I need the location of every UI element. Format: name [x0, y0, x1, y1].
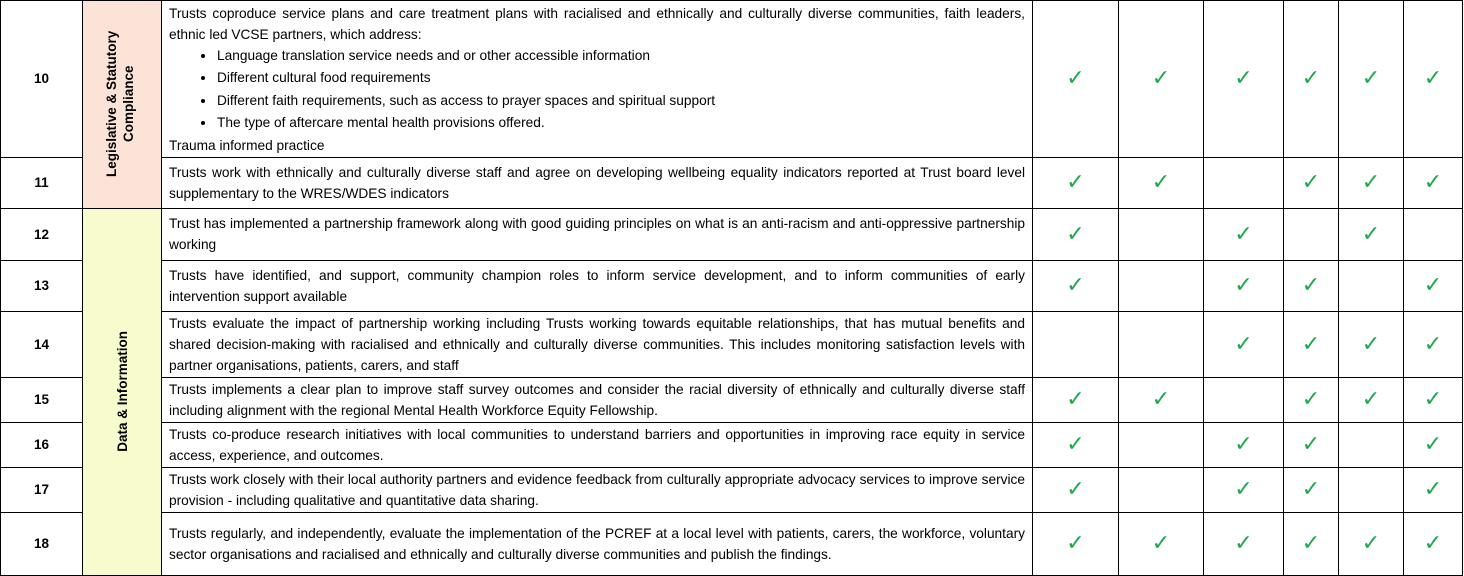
check-cell — [1339, 467, 1404, 512]
check-mark-icon: ✓ — [1234, 221, 1253, 247]
check-mark-icon: ✓ — [1066, 531, 1085, 557]
check-mark-icon: ✓ — [1066, 273, 1085, 299]
criterion-description: Trusts work closely with their local authority partners and evidence feedback from culturally appropriate advocacy services to improve service provision - including qualitative and quantitative data sharing. — [162, 467, 1033, 512]
check-cell — [1284, 157, 1339, 208]
check-mark-icon: ✓ — [1423, 387, 1443, 413]
check-cell — [1204, 467, 1284, 512]
check-cell — [1119, 1, 1204, 158]
check-mark-icon: ✓ — [1423, 66, 1443, 92]
check-cell — [1339, 208, 1404, 260]
check-cell — [1119, 260, 1204, 311]
table-row — [1, 208, 1463, 260]
check-cell — [1204, 157, 1284, 208]
row-number: 17 — [1, 467, 83, 512]
check-cell — [1033, 311, 1119, 377]
criterion-after: Trauma informed practice — [169, 137, 325, 153]
check-mark-icon: ✓ — [1423, 273, 1443, 299]
check-cell — [1033, 1, 1119, 158]
check-cell — [1119, 377, 1204, 422]
row-number: 13 — [1, 260, 83, 311]
check-mark-icon: ✓ — [1361, 387, 1381, 413]
check-cell — [1339, 422, 1404, 467]
check-cell — [1284, 512, 1339, 575]
check-cell — [1284, 208, 1339, 260]
row-number: 10 — [1, 1, 83, 158]
criterion-description: Trusts co-produce research initiatives with local communities to understand barriers and opportunities in improving race equity in service access, experience, and outcomes. — [162, 422, 1033, 467]
check-cell — [1204, 422, 1284, 467]
check-mark-icon: ✓ — [1066, 477, 1085, 503]
criterion-description — [162, 1, 1033, 158]
check-cell — [1404, 377, 1463, 422]
table-row — [1, 512, 1463, 575]
check-mark-icon: ✓ — [1361, 170, 1381, 196]
category-data-cell — [83, 208, 162, 575]
row-number: 14 — [1, 311, 83, 377]
check-cell — [1204, 311, 1284, 377]
bullet-item: • The type of aftercare mental health provisions offered. — [216, 112, 1025, 134]
check-cell — [1033, 208, 1119, 260]
check-cell — [1033, 377, 1119, 422]
check-mark-icon: ✓ — [1151, 387, 1171, 413]
check-mark-icon: ✓ — [1423, 432, 1443, 458]
row-number: 18 — [1, 512, 83, 575]
check-mark-icon: ✓ — [1066, 221, 1085, 247]
table-row — [1, 157, 1463, 208]
criterion-description: Trusts implements a clear plan to improve staff survey outcomes and consider the racial diversity of ethnically and culturally diverse staff including alignment with the regional Mental Health Workforce Equity Fellowship. — [162, 377, 1033, 422]
check-mark-icon: ✓ — [1151, 531, 1171, 557]
category-legislative-label: Legislative & Statutory Compliance — [104, 31, 136, 178]
check-mark-icon: ✓ — [1234, 432, 1253, 458]
criterion-description: Trusts evaluate the impact of partnership working including Trusts working towards equitable relationships, that has mutual benefits and shared decision-making with racialised and ethnically and culturally diverse communities. This includes monitoring satisfaction levels with partner organisations, patients, carers, and staff — [162, 311, 1033, 377]
check-cell — [1119, 467, 1204, 512]
check-cell — [1204, 512, 1284, 575]
criterion-description: Trust has implemented a partnership framework along with good guiding principles on what is an anti-racism and anti-oppressive partnership working — [162, 208, 1033, 260]
check-mark-icon: ✓ — [1361, 331, 1381, 357]
check-mark-icon: ✓ — [1151, 66, 1171, 92]
check-cell — [1404, 1, 1463, 158]
check-mark-icon: ✓ — [1361, 531, 1381, 557]
check-cell — [1033, 260, 1119, 311]
check-cell — [1033, 467, 1119, 512]
check-cell — [1204, 1, 1284, 158]
check-cell — [1339, 377, 1404, 422]
check-cell — [1404, 157, 1463, 208]
check-cell — [1339, 311, 1404, 377]
check-mark-icon: ✓ — [1234, 66, 1253, 92]
check-mark-icon: ✓ — [1234, 477, 1253, 503]
check-cell — [1404, 512, 1463, 575]
check-mark-icon: ✓ — [1066, 432, 1085, 458]
check-mark-icon: ✓ — [1301, 331, 1321, 357]
criterion-description: Trusts regularly, and independently, evaluate the implementation of the PCREF at a local level with patients, carers, the workforce, voluntary sector organisations and racialised and ethnically and culturally diverse communities and publish the findings. — [162, 512, 1033, 575]
row-number: 11 — [1, 157, 83, 208]
check-cell — [1339, 260, 1404, 311]
check-mark-icon: ✓ — [1301, 273, 1321, 299]
check-cell — [1284, 311, 1339, 377]
check-cell — [1119, 311, 1204, 377]
bullet-item: • Different faith requirements, such as access to prayer spaces and spiritual support — [216, 90, 1025, 112]
check-cell — [1404, 467, 1463, 512]
check-mark-icon: ✓ — [1423, 477, 1443, 503]
check-mark-icon: ✓ — [1234, 531, 1253, 557]
table-row — [1, 1, 1463, 158]
row-number: 16 — [1, 422, 83, 467]
category-data-label: Data & Information — [114, 331, 130, 452]
check-cell — [1404, 208, 1463, 260]
table-row — [1, 260, 1463, 311]
check-cell — [1284, 467, 1339, 512]
check-cell — [1204, 377, 1284, 422]
check-mark-icon: ✓ — [1423, 170, 1443, 196]
check-mark-icon: ✓ — [1234, 331, 1253, 357]
check-mark-icon: ✓ — [1301, 170, 1321, 196]
check-mark-icon: ✓ — [1234, 273, 1253, 299]
check-cell — [1339, 1, 1404, 158]
check-cell — [1284, 260, 1339, 311]
bullet-item: • Language translation service needs and or other accessible information — [216, 45, 1025, 67]
check-cell — [1119, 422, 1204, 467]
check-mark-icon: ✓ — [1301, 531, 1321, 557]
check-cell — [1284, 422, 1339, 467]
table-row — [1, 422, 1463, 467]
row-number: 12 — [1, 208, 83, 260]
check-cell — [1119, 157, 1204, 208]
table-row — [1, 311, 1463, 377]
check-mark-icon: ✓ — [1423, 331, 1443, 357]
criterion-description: Trusts work with ethnically and culturally diverse staff and agree on developing wellbeing equality indicators reported at Trust board level supplementary to the WRES/WDES indicators — [162, 157, 1033, 208]
check-cell — [1204, 208, 1284, 260]
table-row — [1, 377, 1463, 422]
check-cell — [1204, 260, 1284, 311]
check-cell — [1284, 1, 1339, 158]
check-mark-icon: ✓ — [1301, 387, 1321, 413]
criterion-bullets — [169, 45, 1025, 135]
check-mark-icon: ✓ — [1066, 170, 1085, 196]
table-row — [1, 467, 1463, 512]
check-cell — [1404, 311, 1463, 377]
check-cell — [1404, 260, 1463, 311]
check-mark-icon: ✓ — [1301, 432, 1321, 458]
check-mark-icon: ✓ — [1361, 66, 1381, 92]
check-cell — [1033, 512, 1119, 575]
check-cell — [1033, 157, 1119, 208]
check-mark-icon: ✓ — [1151, 170, 1171, 196]
check-cell — [1119, 208, 1204, 260]
criterion-description: Trusts have identified, and support, community champion roles to inform service development, and to inform communities of early intervention support available — [162, 260, 1033, 311]
check-cell — [1339, 512, 1404, 575]
check-cell — [1284, 377, 1339, 422]
check-cell — [1119, 512, 1204, 575]
criterion-intro: Trusts coproduce service plans and care treatment plans with racialised and ethnically and culturally diverse communities, faith leaders, ethnic led VCSE partners, which address: — [169, 6, 1025, 42]
check-cell — [1404, 422, 1463, 467]
row-number: 15 — [1, 377, 83, 422]
check-mark-icon: ✓ — [1066, 387, 1085, 413]
bullet-item: • Different cultural food requirements — [216, 67, 1025, 89]
check-mark-icon: ✓ — [1361, 221, 1381, 247]
check-mark-icon: ✓ — [1301, 477, 1321, 503]
check-cell — [1339, 157, 1404, 208]
check-cell — [1033, 422, 1119, 467]
category-legislative-cell — [83, 1, 162, 209]
check-mark-icon: ✓ — [1301, 66, 1321, 92]
check-mark-icon: ✓ — [1423, 531, 1443, 557]
check-mark-icon: ✓ — [1066, 66, 1085, 92]
